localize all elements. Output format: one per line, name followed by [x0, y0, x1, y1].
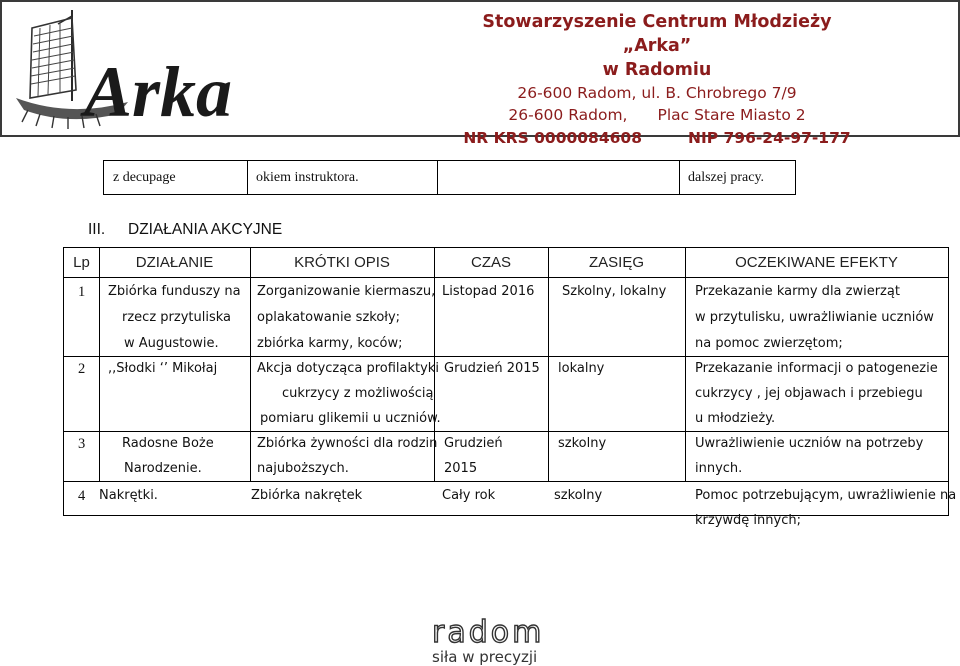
row-2-time: Grudzień 2015 — [444, 361, 540, 376]
row-1-desc-line-1: Zorganizowanie kiermaszu, — [257, 284, 436, 299]
row-3-effects-line-1: Uwrażliwienie uczniów na potrzeby — [695, 436, 924, 451]
row-1-scope: Szkolny, lokalny — [562, 284, 667, 299]
row-4-scope: szkolny — [554, 488, 603, 503]
row-2-desc-line-2: cukrzycy z możliwością — [282, 386, 434, 401]
org-address-1: 26-600 Radom, ul. B. Chrobrego 7/9 — [517, 84, 797, 102]
row-3-effects-line-2: innych. — [695, 461, 743, 476]
header-effects: OCZEKIWANE EFEKTY — [735, 254, 898, 271]
org-address-2-left: 26-600 Radom, — [508, 106, 628, 124]
row-3-scope: szkolny — [558, 436, 607, 451]
letterhead — [0, 0, 960, 147]
row-2-lp: 2 — [78, 361, 86, 377]
org-name: Stowarzyszenie Centrum Młodzieży „Arka” — [482, 12, 832, 56]
logo-text: Arka — [84, 52, 233, 132]
row-1-action-line-2: rzecz przytuliska — [122, 310, 231, 325]
radom-city-logo-icon — [430, 612, 580, 666]
org-address-2 — [447, 104, 867, 126]
row-2-scope: lokalny — [558, 361, 605, 376]
org-address-2-right: Plac Stare Miasto 2 — [657, 106, 806, 124]
row-3-desc-line-2: najuboższych. — [257, 461, 349, 476]
header-lp: Lp — [73, 254, 90, 271]
row-2-action-line-1: ,,Słodki ‘’ Mikołaj — [108, 361, 218, 376]
row-4-effects-line-2: krzywdę innych; — [695, 513, 801, 528]
row-1-desc-line-3: zbiórka karmy, koców; — [257, 336, 403, 351]
row-1-lp: 1 — [78, 284, 86, 300]
footer-slogan: siła w precyzji — [432, 648, 538, 666]
row-1-effects-line-2: w przytulisku, uwrażliwianie uczniów — [695, 310, 934, 325]
org-nip: NIP 796-24-97-177 — [688, 129, 851, 147]
row-2-effects-line-2: cukrzycy , jej objawach i przebiegu — [695, 386, 923, 401]
row-4-desc: Zbiórka nakrętek — [251, 488, 363, 503]
row-1-desc-line-2: oplakatowanie szkoły; — [257, 310, 401, 325]
header-time: CZAS — [470, 254, 511, 271]
row-2-effects-line-3: u młodzieży. — [695, 411, 776, 426]
prev-cell-2: okiem instruktora. — [256, 170, 359, 185]
header-description: KRÓTKI OPIS — [294, 254, 390, 271]
row-4-effects-line-1: Pomoc potrzebującym, uwrażliwienie na — [695, 488, 957, 503]
footer-logo-word: radom — [432, 615, 545, 650]
arka-ship-logo-icon — [10, 6, 260, 134]
row-2-desc-line-3: pomiaru glikemii u uczniów. — [260, 411, 441, 426]
row-3-action-line-2: Narodzenie. — [124, 461, 202, 476]
row-3-action-line-1: Radosne Boże — [122, 436, 214, 451]
row-1-action-line-3: w Augustowie. — [124, 336, 219, 351]
org-krs: NR KRS 0000084608 — [463, 129, 642, 147]
row-3-lp: 3 — [78, 436, 86, 452]
row-1-effects-line-3: na pomoc zwierzętom; — [695, 336, 843, 351]
prev-cell-1: z decupage — [113, 170, 176, 185]
row-1-time: Listopad 2016 — [442, 284, 535, 299]
organization-info — [447, 10, 867, 150]
header-action: DZIAŁANIE — [135, 254, 214, 271]
row-1-action-line-1: Zbiórka funduszy na — [108, 284, 241, 299]
org-city: w Radomiu — [602, 60, 712, 80]
row-2-desc-line-1: Akcja dotycząca profilaktyki — [257, 361, 439, 376]
row-4-time: Cały rok — [442, 488, 496, 503]
section-heading — [88, 221, 282, 239]
actions-table — [63, 247, 957, 528]
row-3-time-line-1: Grudzień — [444, 436, 503, 451]
row-3-desc-line-1: Zbiórka żywności dla rodzin — [257, 436, 438, 451]
row-1-effects-line-1: Przekazanie karmy dla zwierząt — [695, 284, 900, 299]
section-number: III. — [88, 221, 106, 238]
row-4-action: Nakrętki. — [99, 488, 158, 503]
row-2-effects-line-1: Przekazanie informacji o patogenezie — [695, 361, 938, 376]
prev-cell-3: dalszej pracy. — [688, 170, 765, 185]
row-3-time-line-2: 2015 — [444, 461, 478, 476]
section-title: DZIAŁANIA AKCYJNE — [128, 221, 283, 238]
header-scope: ZASIĘG — [588, 254, 644, 271]
row-4-lp: 4 — [78, 488, 86, 504]
previous-table-fragment — [103, 160, 796, 195]
org-registration — [447, 126, 867, 150]
